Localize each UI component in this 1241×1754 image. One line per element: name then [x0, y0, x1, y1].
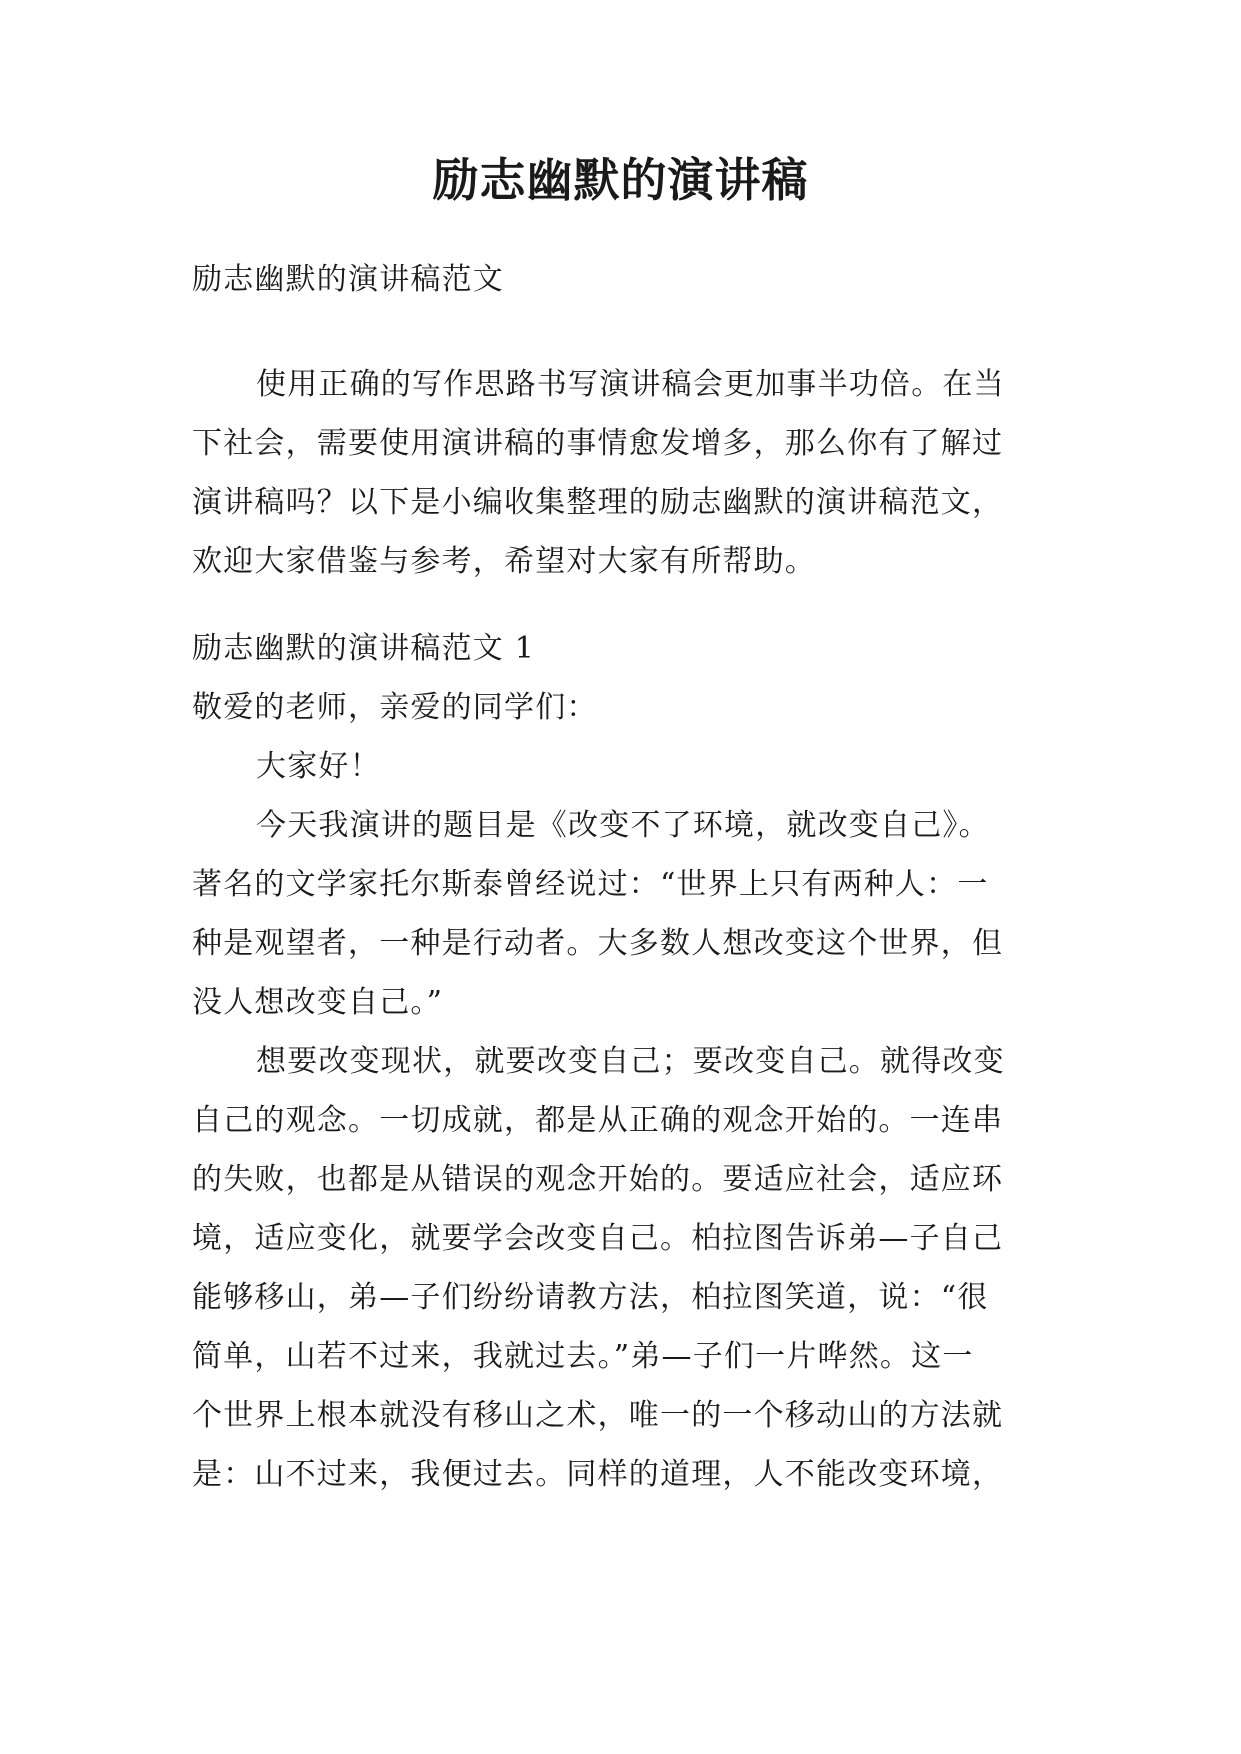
subtitle-line: 励志幽默的演讲稿范文 [192, 262, 504, 297]
paragraph-line: 著名的文学家托尔斯泰曾经说过：“世界上只有两种人：一 [192, 867, 989, 902]
salutation: 敬爱的老师，亲爱的同学们： [192, 690, 598, 725]
paragraph-line: 没人想改变自己。” [192, 985, 444, 1020]
intro-line: 使用正确的写作思路书写演讲稿会更加事半功倍。在当 [256, 367, 1005, 402]
speech-body [192, 619, 1052, 1504]
section-heading: 励志幽默的演讲稿范文 1 [192, 631, 536, 666]
intro-line: 下社会，需要使用演讲稿的事情愈发增多，那么你有了解过 [192, 426, 1004, 461]
paragraph-line: 简单，山若不过来，我就过去。”弟—子们一片哗然。这一 [192, 1339, 974, 1374]
greeting: 大家好！ [256, 749, 381, 784]
intro-line: 欢迎大家借鉴与参考，希望对大家有所帮助。 [192, 544, 816, 579]
paragraph-line: 的失败，也都是从错误的观念开始的。要适应社会，适应环 [192, 1162, 1004, 1197]
paragraph-line: 是：山不过来，我便过去。同样的道理，人不能改变环境， [192, 1457, 1004, 1492]
paragraph-line: 个世界上根本就没有移山之术，唯一的一个移动山的方法就 [192, 1398, 1004, 1433]
intro-line: 演讲稿吗？以下是小编收集整理的励志幽默的演讲稿范文， [192, 485, 1004, 520]
paragraph-line: 今天我演讲的题目是《改变不了环境，就改变自己》。 [256, 808, 990, 843]
paragraph-line: 能够移山，弟—子们纷纷请教方法，柏拉图笑道，说：“很 [192, 1280, 989, 1315]
paragraph-line: 自己的观念。一切成就，都是从正确的观念开始的。一连串 [192, 1103, 1004, 1138]
intro-paragraph [192, 355, 1052, 591]
paragraph-line: 种是观望者，一种是行动者。大多数人想改变这个世界，但 [192, 926, 1004, 961]
document-title: 励志幽默的演讲稿 [432, 153, 809, 207]
subtitle [192, 250, 1052, 309]
paragraph-line: 境，适应变化，就要学会改变自己。柏拉图告诉弟—子自己 [192, 1221, 1004, 1256]
paragraph-line: 想要改变现状，就要改变自己；要改变自己。就得改变 [256, 1044, 1005, 1079]
